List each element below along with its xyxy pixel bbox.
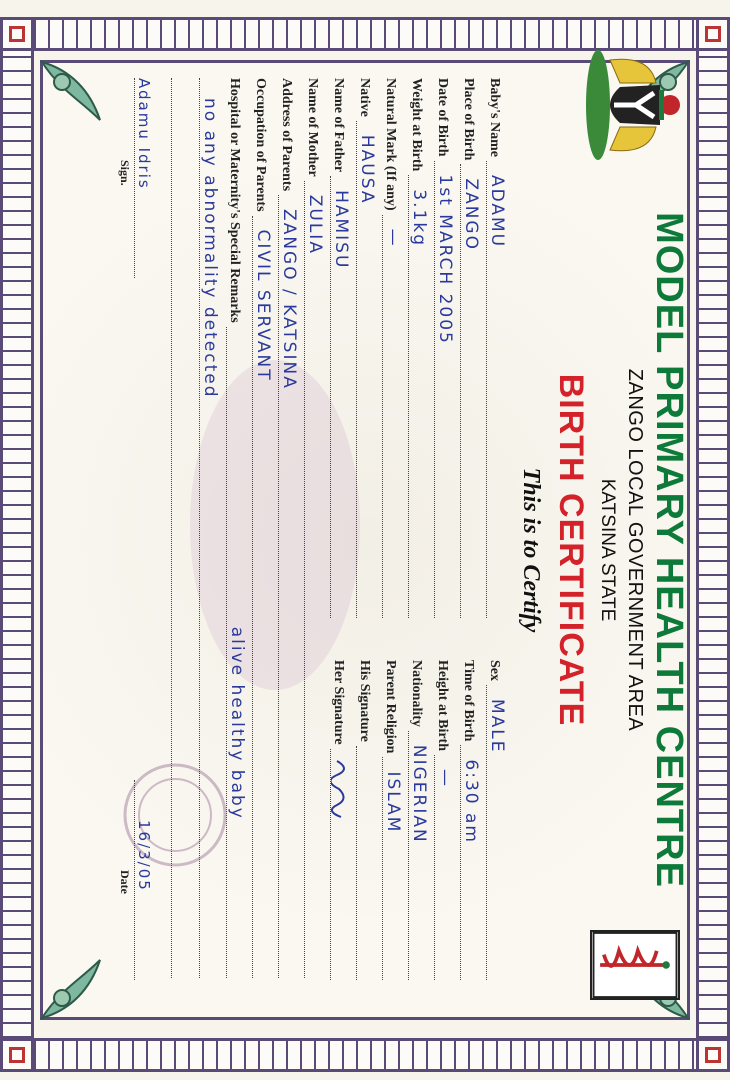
field-value: ZANGO	[461, 178, 481, 251]
field-value: ADAMU	[487, 174, 507, 249]
lga-name: ZANGO LOCAL GOVERNMENT AREA	[624, 368, 646, 732]
certificate-body	[40, 40, 690, 1040]
date-value: 16/3/05	[135, 820, 153, 892]
corner-br	[696, 1038, 730, 1072]
field-name-of-mother: Name of Mother ZULIA	[304, 78, 328, 978]
field-weight-at-birth: Weight at Birth 3.1kg	[408, 78, 432, 618]
field-occupation-of-parents: Occupation of Parents CIVIL SERVANT	[252, 78, 276, 978]
field-value: HAUSA	[357, 134, 377, 205]
field-value: —	[383, 228, 403, 248]
corner-bl	[0, 1038, 34, 1072]
health-caduceus-logo	[590, 930, 680, 1000]
date-label: Date	[118, 870, 132, 894]
field-date-of-birth: Date of Birth 1st MARCH 2005	[434, 78, 458, 618]
field-native: Native HAUSA	[356, 78, 380, 618]
field-address-of-parents: Address of Parents ZANGO / KATSINA	[278, 78, 302, 978]
field-value: ISLAM	[383, 771, 403, 834]
corner-tl	[0, 17, 34, 51]
field-value: 6:30 am	[461, 759, 481, 844]
corner-tr	[696, 17, 730, 51]
field-value: HAMISU	[331, 190, 351, 270]
remarks-line-2: no any abnormality detected	[200, 98, 220, 399]
field-value: NIGERIAN	[409, 744, 429, 844]
field-name-of-father: Name of Father HAMISU	[330, 78, 354, 618]
border-bottom	[34, 1038, 696, 1072]
field-his-signature: His Signature	[356, 660, 380, 980]
signature-value: Adamu Idris	[135, 78, 153, 190]
field-natural-mark: Natural Mark (If any) —	[382, 78, 406, 618]
signature-area	[134, 78, 165, 278]
field-height-at-birth: Height at Birth —	[434, 660, 458, 980]
state-name: KATSINA STATE	[597, 478, 618, 622]
border-right	[696, 51, 730, 1038]
document-title: BIRTH CERTIFICATE	[552, 373, 590, 727]
field-parent-religion: Parent Religion ISLAM	[382, 660, 406, 980]
signature-scribble	[331, 759, 351, 819]
field-baby-name: Baby's Name ADAMU	[486, 78, 510, 618]
field-value: 3.1kg	[409, 189, 429, 248]
field-place-of-birth: Place of Birth ZANGO	[460, 78, 484, 618]
field-value: CIVIL SERVANT	[253, 229, 273, 382]
sign-label: Sign.	[118, 160, 132, 186]
field-value: 1st MARCH 2005	[435, 174, 455, 345]
certify-text: This is to Certify	[518, 467, 544, 633]
field-value: ZANGO / KATSINA	[279, 209, 299, 390]
border-left	[0, 51, 34, 1038]
remarks-label-row: Hospital or Maternity's Special Remarks alive healthy baby	[226, 78, 250, 978]
field-time-of-birth: Time of Birth 6:30 am	[460, 660, 484, 980]
coat-of-arms-icon	[580, 45, 690, 165]
field-sex: Sex MALE	[486, 660, 510, 980]
field-value: ZULIA	[305, 194, 325, 255]
field-nationality: Nationality NIGERIAN	[408, 660, 432, 980]
field-value: MALE	[487, 699, 507, 754]
field-value: —	[435, 769, 455, 788]
date-area	[134, 780, 165, 980]
field-her-signature: Her Signature	[330, 660, 354, 980]
remarks-line-1: alive healthy baby	[227, 626, 247, 820]
centre-name: MODEL PRIMARY HEALTH CENTRE	[648, 212, 690, 888]
